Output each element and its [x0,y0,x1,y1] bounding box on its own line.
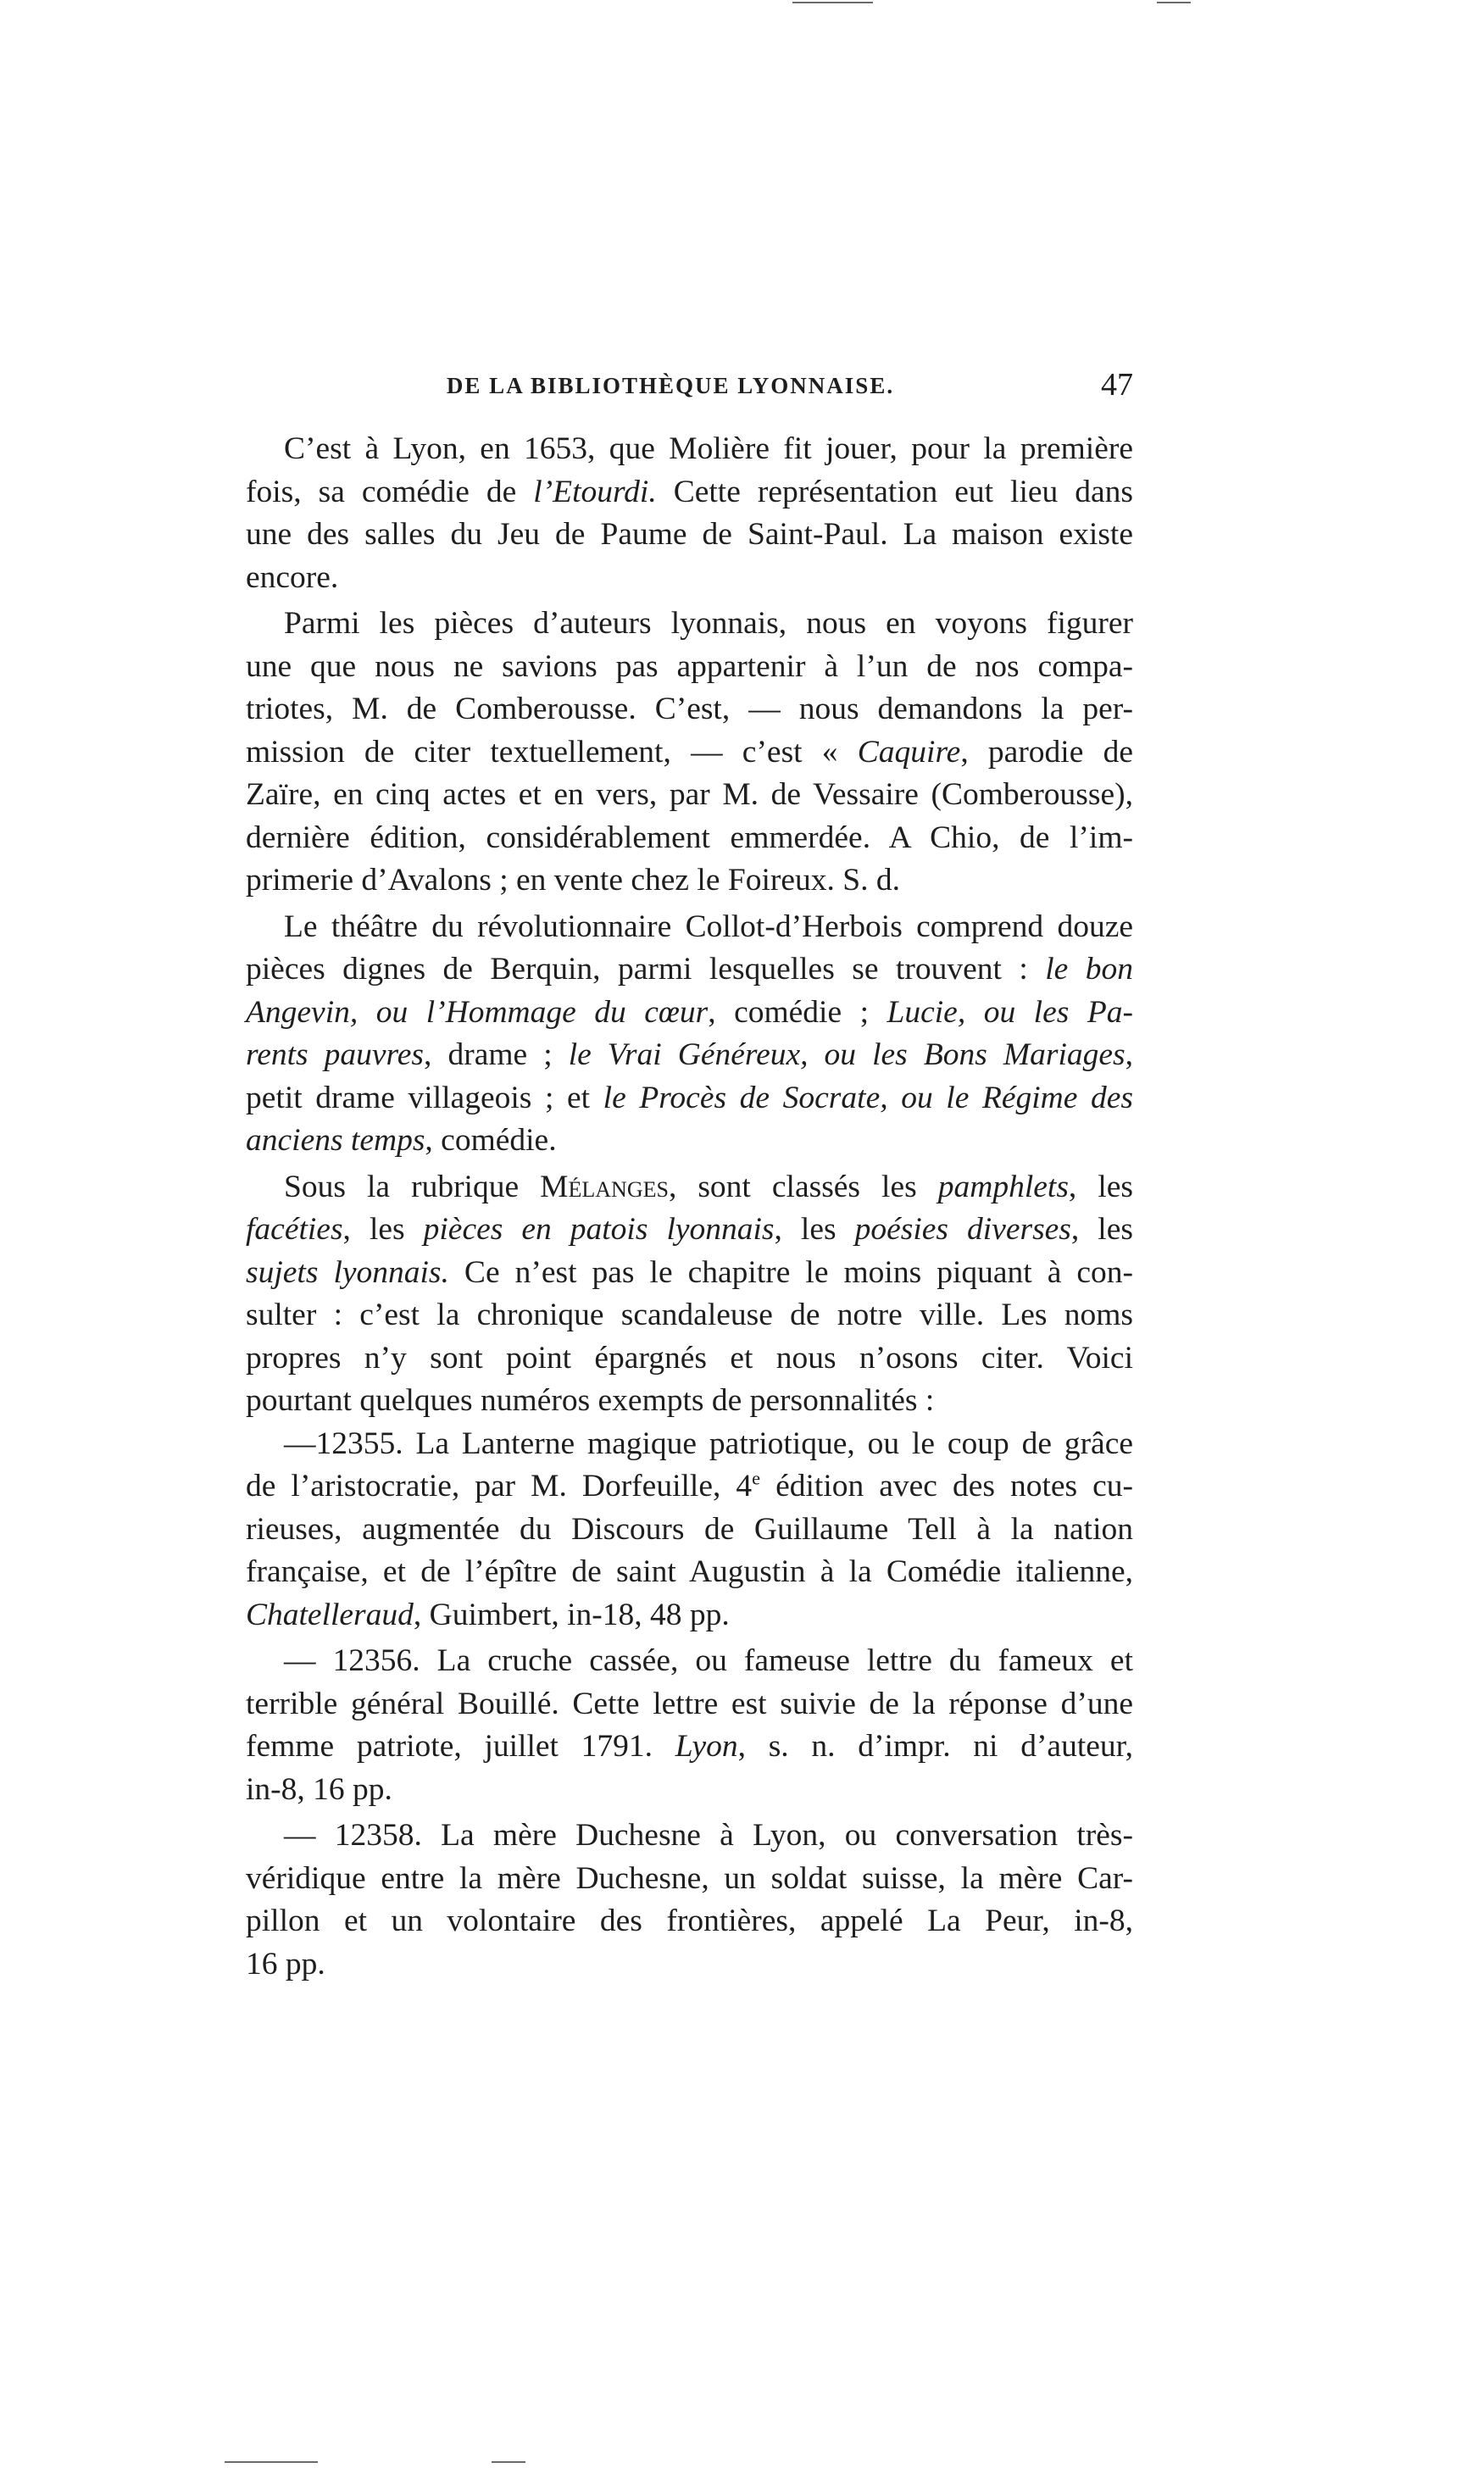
scan-mark-bottom-1 [225,2461,318,2463]
paragraph-collot-dherbois [208,906,1133,1163]
text-line: femme patriote, juillet 1791. Lyon, s. n. d’impr. ni d’auteur, [246,1729,1133,1764]
text-line: facéties, les pièces en patois lyonnais, les poésies diverses, les [246,1212,1133,1247]
text-line: — 12358. La mère Duchesne à Lyon, ou conversation très- [284,1818,1133,1853]
running-title: DE LA BIBLIOTHÈQUE LYONNAISE. [446,373,895,398]
text-line: de l’aristocratie, par M. Dorfeuille, 4e édition avec des notes cu- [246,1467,1133,1504]
text-line: Le théâtre du révolutionnaire Collot-d’Herbois comprend douze [284,909,1133,944]
text-line: pièces dignes de Berquin, parmi lesquelles se trouvent : le bon [246,952,1133,987]
text-line: véridique entre la mère Duchesne, un soldat suisse, la mère Car- [246,1860,1133,1896]
entry-12355 [208,1423,1133,1637]
text-line: petit drame villageois ; et le Procès de Socrate, ou le Régime des [246,1080,1133,1115]
text-line: triotes, M. de Comberousse. C’est, — nous demandons la per- [246,692,1133,726]
text-line: Zaïre, en cinq actes et en vers, par M. de Vessaire (Comberousse), [246,777,1133,812]
body-text [208,428,1133,1986]
scan-mark-top-2 [1157,2,1191,3]
text-line: Parmi les pièces d’auteurs lyonnais, nous en voyons figurer [284,606,1133,641]
page-number: 47 [1101,367,1133,403]
text-line: pourtant quelques numéros exempts de personnalités : [246,1383,935,1418]
scan-mark-top-1 [792,2,873,3]
text-line: in-8, 16 pp. [246,1771,392,1807]
text-line: sujets lyonnais. Ce n’est pas le chapitre le moins piquant à con- [246,1254,1133,1290]
text-line: propres n’y sont point épargnés et nous n’osons citer. Voici [246,1340,1133,1376]
text-line: Sous la rubrique Mélanges, sont classés les pamphlets, les [284,1169,1133,1204]
text-line: fois, sa comédie de l’Etourdi. Cette représentation eut lieu dans [246,474,1134,509]
running-head [208,366,1133,417]
text-line: — 12356. La cruche cassée, ou fameuse lettre du fameux et [284,1643,1133,1678]
text-line: Chatelleraud, Guimbert, in-18, 48 pp. [246,1597,730,1632]
paragraph-caquire [208,603,1133,903]
text-line: Angevin, ou l’Hommage du cœur, comédie ; Lucie, ou les Pa- [246,994,1133,1030]
text-line: une que nous ne savions pas appartenir à l’un de nos compa- [246,648,1133,684]
text-line: pillon et un volontaire des frontières, appelé La Peur, in-8, [246,1904,1133,1938]
text-line: rents pauvres, drame ; le Vrai Généreux, ou les Bons Mariages, [246,1037,1133,1072]
text-line: encore. [246,559,339,595]
text-line: anciens temps, comédie. [246,1123,557,1158]
text-line: dernière édition, considérablement emmerdée. A Chio, de l’im- [246,820,1133,855]
text-line: rieuses, augmentée du Discours de Guillaume Tell à la nation [246,1511,1133,1547]
entry-12358 [208,1815,1133,1986]
entry-12356 [208,1640,1133,1811]
text-line: française, et de l’épître de saint Augustin à la Comédie italienne, [246,1554,1133,1589]
text-line: —12355. La Lanterne magique patriotique, ou le coup de grâce [284,1426,1133,1461]
text-line: terrible général Bouillé. Cette lettre est suivie de la réponse d’une [246,1686,1133,1721]
text-line: mission de citer textuellement, — c’est « Caquire, parodie de [246,734,1133,770]
text-line: C’est à Lyon, en 1653, que Molière fit jouer, pour la première [284,431,1133,466]
text-line: 16 pp. [246,1946,325,1982]
text-line: primerie d’Avalons ; en vente chez le Foireux. S. d. [246,863,900,898]
text-line: une des salles du Jeu de Paume de Saint-Paul. La maison existe [246,517,1133,552]
text-line: sulter : c’est la chronique scandaleuse de notre ville. Les noms [246,1298,1133,1332]
paragraph-melanges [208,1166,1133,1423]
paragraph-moliere [208,428,1133,599]
scan-mark-bottom-2 [492,2461,525,2463]
